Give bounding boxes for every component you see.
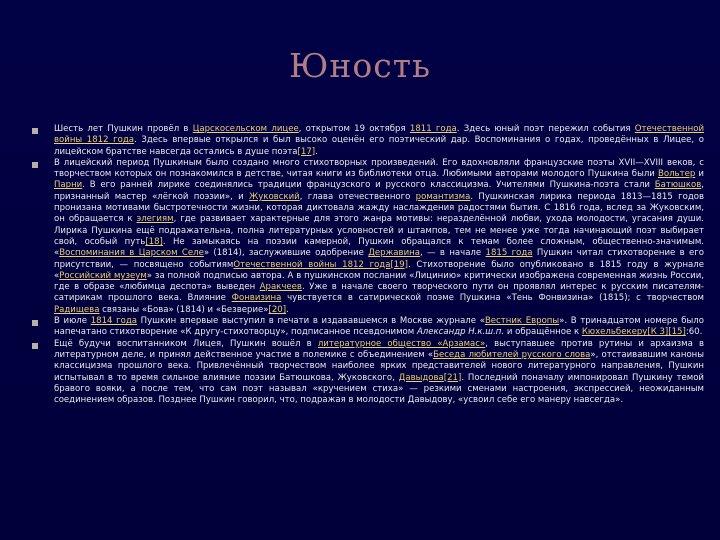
text-run: В июле [54, 316, 91, 327]
text-run: . Пушкинская лирика периода 1813—1815 годов пронизана мотивами быстротечности жизни, которая диктовала жажду наслаждения радостями бытия. С 1816 года, вслед за Жуковским, он обращается к [54, 191, 704, 225]
text-run: Пушкин впервые выступил в печати в издававшемся в Москве журнале « [136, 316, 485, 327]
text-link[interactable]: [15] [668, 327, 686, 338]
text-link[interactable]: Российский музеум [59, 270, 147, 281]
text-run: чувствуется в сатирической поэме Пушкина «Тень Фонвизина» (1815); с творчеством [281, 293, 704, 304]
text-link[interactable]: 1811 года [409, 124, 457, 134]
text-link[interactable]: Кюхельбекеру [581, 327, 648, 338]
text-link[interactable]: Жуковский [249, 191, 300, 202]
text-link[interactable]: литературное общество «Арзамас» [317, 338, 486, 349]
text-link[interactable]: Отечественной войны 1812 года [233, 259, 391, 270]
text-run: Пушкин читал стихотворение в его присутствии, — посвящено событиям [54, 248, 704, 270]
text-run: . Здесь юный поэт пережил события [456, 124, 635, 134]
text-link[interactable]: Фонвизина [231, 293, 282, 304]
text-link[interactable]: [20] [268, 304, 287, 315]
square-bullet-icon [32, 162, 38, 168]
text-run: . [315, 146, 318, 157]
text-link[interactable]: [18] [145, 236, 163, 247]
text-run: . Стихотворение было опубликовано в 1815 году в журнале « [54, 259, 704, 281]
text-run: и [695, 169, 704, 180]
text-run: » (1814), заслужившие одобрение [203, 248, 369, 259]
text-link[interactable]: [19] [390, 259, 408, 270]
text-run: :60. [685, 327, 703, 338]
text-run: связаны «Бова» (1814) и «Безверие» [99, 304, 269, 315]
square-bullet-icon [32, 128, 38, 134]
text-link[interactable]: [17] [297, 146, 316, 157]
text-link[interactable]: Державина [368, 248, 420, 259]
text-link[interactable]: 1814 года [90, 316, 137, 327]
text-link[interactable]: [21] [443, 372, 462, 383]
bullet-item-4 [32, 339, 704, 407]
text-link[interactable]: 1815 года [485, 248, 533, 259]
text-run: и обращённое к [504, 327, 582, 338]
text-run: ». В тринадцатом номере было напечатано стихотворение «К другу-стихотворцу», подписанное псевдонимом [54, 316, 704, 338]
text-run: . Здесь впервые открылся и был высоко оценён его поэтический дар. Воспоминания о годах, проведённых в Лицее, о лицейском братстве навсегда остались в душе поэта [54, 135, 704, 157]
text-run: , глава отечественного [299, 191, 416, 202]
paragraph-text [54, 339, 704, 407]
text-link[interactable]: Батюшков [654, 180, 702, 191]
italic-text: Александр Н.к.ш.п. [416, 327, 505, 338]
square-bullet-icon [32, 343, 38, 349]
text-link[interactable]: Радищева [54, 304, 100, 315]
text-link[interactable]: Давыдова [398, 372, 444, 383]
text-link[interactable]: романтизма [415, 191, 471, 202]
text-run: , выступавшее против рутины и архаизма в литературном деле, и принял действенное участие в полемике с объединением « [54, 338, 704, 360]
text-run: , признанный мастер «лёгкой поэзии», и [54, 180, 704, 202]
text-run: Ещё будучи воспитанником Лицея, Пушкин вошёл в [54, 338, 318, 349]
text-run: , открытом 19 октября [298, 124, 410, 134]
bullet-item-1 [32, 124, 704, 158]
slide-body [32, 124, 704, 406]
text-link[interactable]: Вестник Европы [484, 316, 560, 327]
text-link[interactable]: Отечественной войны 1812 года [54, 124, 705, 146]
text-run: . Не замыкаясь на поэзии камерной, Пушкин обращался к темам более сложным, общественно-значимым. « [54, 236, 704, 259]
text-run: . Уже в начале своего творческого пути он проявлял интерес к русским писателям-сатирикам прошлого века. Влияние [54, 282, 704, 304]
slide-title: Юность [289, 46, 431, 85]
text-run: , где развивает характерные для этого жанра мотивы: неразделённой любви, ухода молодости, угасания души. Лирика Пушкина ещё подражательна, полна литературных условностей и штампов, тем не менее уже тогда начинающий поэт выбирает свой, особый путь [54, 214, 704, 247]
paragraph-text [54, 316, 704, 339]
text-run: Шесть лет Пушкин провёл в [54, 124, 193, 134]
text-run: . В его ранней лирике соединялись традиции французского и русского классицизма. Учителями Пушкина-поэта стали [82, 180, 655, 191]
paragraph-text [54, 158, 704, 316]
text-link[interactable]: Беседа любителей русского слова [433, 349, 591, 360]
text-link[interactable]: Вольтер [658, 169, 696, 180]
bullet-item-2 [32, 158, 704, 316]
text-link[interactable]: Воспоминания в Царском Селе [59, 248, 204, 259]
square-bullet-icon [32, 320, 38, 326]
text-link[interactable]: [К 3] [647, 327, 669, 338]
text-run: . Последний поначалу импонировал Пушкину темой бравого вояки, а после тем, что сам поэт называл «кручением стиха» — резкими сменами настроения, экспрессией, неожиданным соединением образов. Позднее Пушкин говорил, что, подражая в молодости Давыдову, «усвоил себе его манеру навсегда». [54, 372, 704, 406]
text-run: В лицейский период Пушкиным было создано много стихотворных произведений. Его вдохновляли французские поэты XVII—XVIII веков, с творчеством которых он познакомился в детстве, читая книги из библиотеки отца. Любимыми авторами молодого Пушкина были [54, 157, 704, 180]
text-run: . [286, 304, 289, 315]
text-run: », отстаивавшим каноны классицизма прошлого века. Привлечённый творчеством наиболее ярких представителей нового литературного направления, Пушкин испытывал в то время сильное влияние поэзии Батюшкова, Жуковского, [54, 349, 705, 383]
text-link[interactable]: Царскосельском лицее [192, 124, 299, 134]
text-link[interactable]: Парни [54, 180, 83, 191]
text-link[interactable]: элегиям [136, 214, 174, 225]
text-run: , — в начале [419, 248, 486, 259]
bullet-item-3 [32, 316, 704, 339]
text-run: » за полной подписью автора. А в пушкинском послании «Лицинию» критически изображена современная жизнь России, где в образе «любимца деспота» выведен [54, 270, 704, 293]
text-link[interactable]: Аракчеев [259, 282, 302, 293]
paragraph-text [54, 124, 704, 158]
